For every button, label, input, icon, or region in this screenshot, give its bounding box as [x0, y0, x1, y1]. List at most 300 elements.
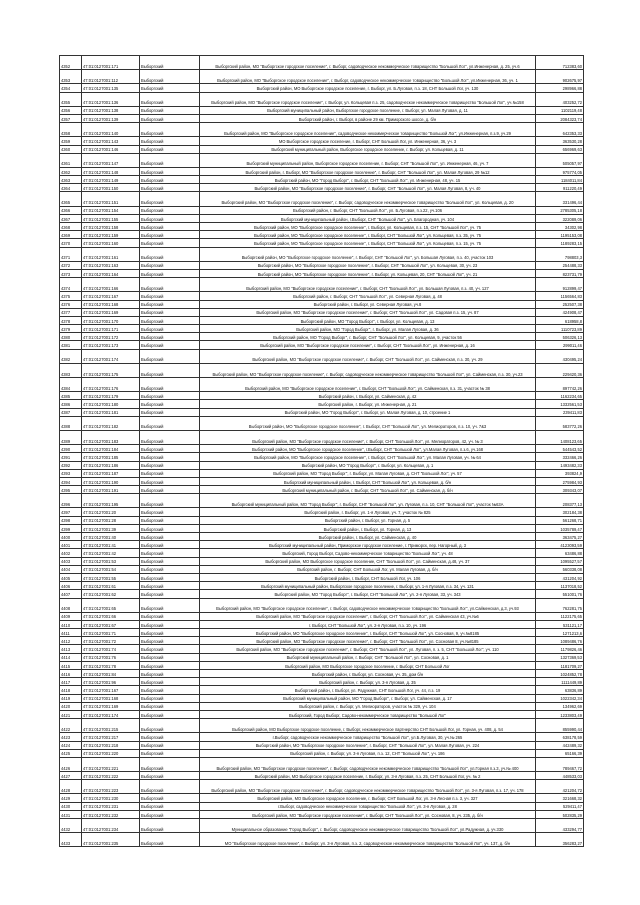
table-row	[60, 486, 584, 494]
cadastral-value-cell: 298966,88	[536, 84, 584, 92]
row-number-cell: 4423	[60, 733, 82, 741]
address-cell: Выборгский район, МО "Город Выборг", г. Выборг, ул. Малая Луговая, д. 36	[200, 325, 536, 333]
table-row	[60, 333, 584, 341]
row-number-cell: 4387	[60, 408, 82, 416]
address-cell: Выборгский район, МО "Выборгское городское поселение", г. Выборг, садоводческое некоммерческое товарищество "Большой Лог", ул. Сайменская, п.з. 30, уч.23	[200, 363, 536, 377]
cadastral-number-cell: 47:01:0127001:160	[82, 239, 140, 247]
address-cell: Выборгский район, г. Выборг, МО "Выборгское городское поселение", г. Выборг, СНТ "Большой Лог", ул. Малая Луговая, 29 №12	[200, 167, 536, 175]
cadastral-value-cell: 1233803,49	[536, 710, 584, 718]
table-row	[60, 416, 584, 430]
row-number-cell: 4401	[60, 541, 82, 549]
cadastral-number-cell: 47:01:0127001:191	[82, 486, 140, 494]
table-row	[60, 582, 584, 590]
address-cell: Выборгский район, МО "Выборгское городское поселение", г. Выборг, СНТ "Большой Лог", ул. Большая Луговая, п.з. 40, участок 103	[200, 247, 536, 261]
row-number-cell: 4368	[60, 223, 82, 231]
row-number-cell: 4384	[60, 378, 82, 392]
cadastral-number-cell: 47:01:0127001:190	[82, 477, 140, 485]
district-cell: Выборгский	[140, 794, 200, 802]
district-cell: Выборгский	[140, 670, 200, 678]
cadastral-value-cell: 2084323,74	[536, 114, 584, 122]
district-cell: Выборгский	[140, 308, 200, 316]
district-cell: Выборгский	[140, 363, 200, 377]
district-cell: Выборгский	[140, 106, 200, 114]
cadastral-number-cell: 47:01:0127001:218	[82, 741, 140, 749]
cadastral-value-cell: 1111449,89	[536, 678, 584, 686]
address-cell: Выборгский район, МО "Выборгское городское поселение", г. Выборг, ул. Кольцевая, 20, СНТ "Большой Лог", уч. 21	[200, 269, 536, 277]
district-cell: Выборгский	[140, 378, 200, 392]
cadastral-value-cell: 134962,69	[536, 702, 584, 710]
table-row	[60, 549, 584, 557]
address-cell: Выборгский район, МО Выборгское городское поселение, г. Выборг, ул. Б.Луговая, п.з. 18, СНТ Большой Лог, уч. 130	[200, 84, 536, 92]
row-number-cell: 4377	[60, 308, 82, 316]
district-cell: Выборгский	[140, 590, 200, 598]
row-number-cell: 4430	[60, 802, 82, 810]
cadastral-number-cell: 47:01:0127001:155	[82, 214, 140, 222]
district-cell: Выборгский	[140, 214, 200, 222]
district-cell: Выборгский	[140, 153, 200, 167]
district-cell: Выборгский	[140, 686, 200, 694]
table-row	[60, 363, 584, 377]
cadastral-value-cell: 1184011,84	[536, 176, 584, 184]
address-cell: Выборгский район, МО "Выборгское городское поселение", г. Выборг, ул. Кольцевая п.з. 25, садоводческое некоммерческое товарищество "Большой Лог", уч.№158	[200, 92, 536, 106]
table-row	[60, 269, 584, 277]
cadastral-number-cell: 47:01:0127001:67	[82, 620, 140, 628]
cadastral-value-cell: 902675,97	[536, 70, 584, 84]
cadastral-number-cell: 47:01:0127001:71	[82, 629, 140, 637]
cadastral-number-cell: 47:01:0127001:138	[82, 106, 140, 114]
district-cell: Выборгский	[140, 461, 200, 469]
table-row	[60, 524, 584, 532]
cadastral-number-cell: 47:01:0127001:135	[82, 84, 140, 92]
district-cell: Выборгский	[140, 719, 200, 733]
table-row	[60, 494, 584, 508]
row-number-cell: 4382	[60, 349, 82, 363]
address-cell: Выборгский район, МО "Город Выборг", г. Выборг, СНТ "Большой Лог", ул. 2-я Луговая, 33, уч. 343	[200, 590, 536, 598]
cadastral-number-cell: 47:01:0127001:140	[82, 123, 140, 137]
address-cell: Выборгский муниципальный район, г. Выборг, СНТ "Большой Лог", ул. Сосновая, д. 1	[200, 653, 536, 661]
row-number-cell: 4352	[60, 56, 82, 70]
district-cell: Выборгский	[140, 316, 200, 324]
district-cell: Выборгский	[140, 645, 200, 653]
cadastral-number-cell: 47:01:0127001:220	[82, 749, 140, 757]
table-row	[60, 445, 584, 453]
district-cell: Выборгский	[140, 694, 200, 702]
cadastral-value-cell: 911220,49	[536, 184, 584, 192]
cadastral-number-cell: 47:01:0127001:39	[82, 524, 140, 532]
table-row	[60, 637, 584, 645]
row-number-cell: 4414	[60, 653, 82, 661]
table-row	[60, 325, 584, 333]
row-number-cell: 4412	[60, 637, 82, 645]
address-cell: Выборгский район, г. Выборг, ул. Горная, д. 5	[200, 516, 536, 524]
cadastral-value-cell: 442489,32	[536, 741, 584, 749]
row-number-cell: 4404	[60, 565, 82, 573]
address-cell: Выборгский район, МО "Выборгское городское поселение", г. Выборг, СНТ "Большой Лог", ул. Инженерная, д. 16	[200, 341, 536, 349]
cadastral-number-cell: 47:01:0127001:175	[82, 363, 140, 377]
district-cell: Выборгский	[140, 702, 200, 710]
district-cell: Выборгский	[140, 206, 200, 214]
cadastral-number-cell: 47:01:0127001:167	[82, 686, 140, 694]
cadastral-number-cell: 47:01:0127001:172	[82, 333, 140, 341]
cadastral-value-cell: 363530,28	[536, 137, 584, 145]
district-cell: Выборгский	[140, 516, 200, 524]
row-number-cell: 4411	[60, 629, 82, 637]
address-cell: МО Выборгское городское поселение, г. Выборг, СНТ Большой Лог, ул. Инженерная, 36, уч. 3	[200, 137, 536, 145]
address-cell: г.Выборг, садоводческое некоммерческое товарищество "Большой Лог", ул. 3-я Луговая, д. 28	[200, 802, 536, 810]
row-number-cell: 4390	[60, 445, 82, 453]
address-cell: Выборгский район, МО "Выборгское городское поселение", г. Выборг, СНТ "Большой Лог", ул. Кольцевая, п.з. 15, уч. 75	[200, 239, 536, 247]
row-number-cell: 4367	[60, 214, 82, 222]
cadastral-value-cell: 421204,72	[536, 780, 584, 794]
row-number-cell: 4413	[60, 645, 82, 653]
cadastral-value-cell: 1408123,65	[536, 430, 584, 444]
cadastral-value-cell: 322089,06	[536, 214, 584, 222]
district-cell: Выборгский	[140, 400, 200, 408]
district-cell: Выборгский	[140, 733, 200, 741]
district-cell: Выборгский	[140, 741, 200, 749]
address-cell: Выборгский район, МО Выборгское городское поселение, СНТ "Большой Лог", ул. Сайменская, д.48, уч. 37	[200, 557, 536, 565]
table-row	[60, 453, 584, 461]
address-cell: Выборгский район, г. Выборг, ул. Сайменская, д. 40	[200, 533, 536, 541]
cadastral-number-cell: 47:01:0127001:53	[82, 557, 140, 565]
row-number-cell: 4359	[60, 137, 82, 145]
cadastral-number-cell: 47:01:0127001:20	[82, 508, 140, 516]
cadastral-number-cell: 47:01:0127001:169	[82, 702, 140, 710]
table-body	[60, 56, 584, 847]
cadastral-value-cell: 229420,36	[536, 363, 584, 377]
table-row	[60, 598, 584, 612]
table-row	[60, 92, 584, 106]
district-cell: Выборгский	[140, 416, 200, 430]
address-cell: Выборгский район, МО "Выборгское городское поселение", г. Выборг, СНТ "Большой Лог", ул. Кольцевая, п.з. 35, уч. 75	[200, 231, 536, 239]
row-number-cell: 4433	[60, 833, 82, 847]
cadastral-number-cell: 47:01:0127001:41	[82, 541, 140, 549]
district-cell: Выборгский	[140, 477, 200, 485]
address-cell: Выборгский муниципальный район, Выборгское городское поселение, г. Выборг, СНТ "Большой Лог", ул. Инженерная, 46, уч. 7	[200, 153, 536, 167]
address-cell: Выборгский район, МО Выборгское городское поселение, г. Выборг, некоммерческое партнерство СНТ Большой Лог, ул. Горная, уч. 408, д. 54	[200, 719, 536, 733]
row-number-cell: 4394	[60, 477, 82, 485]
cadastral-value-cell: 1181709,27	[536, 661, 584, 669]
table-row	[60, 670, 584, 678]
cadastral-number-cell: 47:01:0127001:78	[82, 661, 140, 669]
cadastral-value-cell: 789467,72	[536, 757, 584, 771]
address-cell: Выборгский муниципальный район, Приморское городское поселение, г. Приморск, пер. Нагорный, д. 3	[200, 541, 536, 549]
table-row	[60, 741, 584, 749]
table-row	[60, 678, 584, 686]
row-number-cell: 4365	[60, 192, 82, 206]
row-number-cell: 4419	[60, 694, 82, 702]
row-number-cell: 4424	[60, 741, 82, 749]
address-cell: Выборгский район, МО "Выборгское городское поселение", г. Выборг, СНТ "Большой Лог", ул. Сайменская, п.з. 31, участок № 38	[200, 378, 536, 392]
address-cell: Выборгский район, МО "Город Выборг", г. Выборг, ул. Кольцевая, д. 1	[200, 461, 536, 469]
table-row	[60, 349, 584, 363]
cadastral-number-cell: 47:01:0127001:151	[82, 192, 140, 206]
table-row	[60, 308, 584, 316]
address-cell: Выборгский район, г. Выборг, ул. Горная, д. 13	[200, 524, 536, 532]
district-cell: Выборгский	[140, 810, 200, 818]
cadastral-number-cell: 47:01:0127001:223	[82, 780, 140, 794]
address-cell: Выборгский район, МО "Выборгское городское поселение", г. Выборг, СНТ "Большой Лог", ул. Кольцевая, 30, уч. 23	[200, 261, 536, 269]
cadastral-number-cell: 47:01:0127001:149	[82, 176, 140, 184]
row-number-cell: 4396	[60, 494, 82, 508]
address-cell: Выборгский район, МО "Выборгское городское поселение", г. Выборг, садоводческое некоммерческое товарищество "Большой Лог", ул.Инженерная, д. 25, уч.6	[200, 56, 536, 70]
cadastral-value-cell: 583772,26	[536, 416, 584, 430]
cadastral-value-cell: 544543,52	[536, 445, 584, 453]
cadastral-value-cell: 1024852,78	[536, 670, 584, 678]
district-cell: Выборгский	[140, 261, 200, 269]
district-cell: Выборгский	[140, 349, 200, 363]
table-row	[60, 184, 584, 192]
cadastral-number-cell: 47:01:0127001:74	[82, 645, 140, 653]
district-cell: Выборгский	[140, 780, 200, 794]
district-cell: Выборгский	[140, 629, 200, 637]
district-cell: Выборгский	[140, 749, 200, 757]
row-number-cell: 4392	[60, 461, 82, 469]
cadastral-number-cell: 47:01:0127001:215	[82, 719, 140, 733]
table-row	[60, 780, 584, 794]
address-cell: Выборгский муниципальный район, г.Выборг, СНТ "Большой Лог", ул. Благородная, уч. 104	[200, 214, 536, 222]
row-number-cell: 4402	[60, 549, 82, 557]
cadastral-number-cell: 47:01:0127001:179	[82, 392, 140, 400]
table-row	[60, 292, 584, 300]
cadastral-value-cell: 34302,98	[536, 223, 584, 231]
table-row	[60, 461, 584, 469]
cadastral-number-cell: 47:01:0127001:176	[82, 378, 140, 392]
table-row	[60, 206, 584, 214]
cadastral-number-cell: 47:01:0127001:186	[82, 461, 140, 469]
table-row	[60, 477, 584, 485]
address-cell: Выборгский район, МО "Выборгское городское поселение", садоводческое некоммерческое товарищество "Большой Лог", ул.Инженерная, п.з.9, уч.29	[200, 123, 536, 137]
row-number-cell: 4406	[60, 582, 82, 590]
address-cell: Выборгский район, МО "Выборгское городское поселение", г. Выборг, СНТ "Большой Лог", ул. Большая Луговая, п.з. 40, уч. 127	[200, 278, 536, 292]
table-row	[60, 508, 584, 516]
cadastral-number-cell: 47:01:0127001:143	[82, 137, 140, 145]
district-cell: Выборгский	[140, 469, 200, 477]
address-cell: Выборгский район, МО Выборгское городское поселение, г. Выборг, ул. 3-я Луговая, п.з. 25, СНТ Большой Лог, уч. № 2	[200, 772, 536, 780]
row-number-cell: 4399	[60, 524, 82, 532]
address-cell: Выборгский район, МО "Выборгское городское поселение", г. Выборг, садоводческое некоммерческое товарищество "Большой Лог", ул. 3-я Луговая, п.з. 17, уч. 178	[200, 780, 536, 794]
cadastral-number-cell: 47:01:0127001:112	[82, 70, 140, 84]
address-cell: Выборгский район, г. Выборг, ул. Сосновая, уч. 35, дом б/н	[200, 670, 536, 678]
address-cell: Выборгский район, г. Выборг, ул. 3-я Луговая, д. 35	[200, 678, 536, 686]
address-cell: Выборгский район, МО "Выборгское городское поселение", г. Выборг, СНТ "Большой Лог", ул. Сайменская, п.з. 30, уч. 29	[200, 349, 536, 363]
cadastral-value-cell: 897742,26	[536, 378, 584, 392]
district-cell: Выборгский	[140, 772, 200, 780]
address-cell: Муниципальное образование "Город Выборг", г. Выборг, садоводческое некоммерческое товарищество "Большой Лог", ул.Радужная, д. уч.330	[200, 819, 536, 833]
cadastral-number-cell: 47:01:0127001:65	[82, 598, 140, 612]
row-number-cell: 4375	[60, 292, 82, 300]
table-row	[60, 565, 584, 573]
district-cell: Выборгский	[140, 661, 200, 669]
cadastral-number-cell: 47:01:0127001:168	[82, 694, 140, 702]
cadastral-number-cell: 47:01:0127001:231	[82, 802, 140, 810]
cadastral-value-cell: 448533,03	[536, 772, 584, 780]
row-number-cell: 4397	[60, 508, 82, 516]
district-cell: Выборгский	[140, 325, 200, 333]
cadastral-number-cell: 47:01:0127001:147	[82, 153, 140, 167]
cadastral-number-cell: 47:01:0127001:146	[82, 145, 140, 153]
row-number-cell: 4373	[60, 269, 82, 277]
cadastral-number-cell: 47:01:0127001:163	[82, 261, 140, 269]
cadastral-number-cell: 47:01:0127001:154	[82, 206, 140, 214]
cadastral-number-cell: 47:01:0127001:185	[82, 453, 140, 461]
address-cell: Выборгский район, МО "Выборгское городское поселение", г.Выборг, СНТ "Большой Лог", ул.Малая Луговая, п.з.6, уч.168	[200, 445, 536, 453]
row-number-cell: 4431	[60, 810, 82, 818]
address-cell: Выборгский район, МО "Выборгское городское поселение", г. Выборг, СНТ "Большой Лог", ул. Малая Луговая, уч. 224	[200, 741, 536, 749]
district-cell: Выборгский	[140, 549, 200, 557]
address-cell: Выборгский район, МО "Выборгское городское поселение", г. Выборг, ул. Кольцевая, п.з. 15, СНТ "Большой Лог", уч. 75	[200, 223, 536, 231]
cadastral-value-cell: 823731,79	[536, 269, 584, 277]
table-row	[60, 167, 584, 175]
address-cell: Выборгский, Город Выборг, Садово-некоммерческое товарищество "Большой Лог", уч. 48	[200, 549, 536, 557]
cadastral-number-cell: 47:01:0127001:221	[82, 757, 140, 771]
cadastral-value-cell: 299011,46	[536, 341, 584, 349]
cadastral-value-cell: 63836,89	[536, 686, 584, 694]
district-cell: Выборгский	[140, 392, 200, 400]
row-number-cell: 4432	[60, 819, 82, 833]
cadastral-value-cell: 560338,08	[536, 565, 584, 573]
cadastral-number-cell: 47:01:0127001:72	[82, 637, 140, 645]
cadastral-value-cell: 1110723,89	[536, 325, 584, 333]
cadastral-value-cell: 1035789,47	[536, 524, 584, 532]
row-number-cell: 4360	[60, 145, 82, 153]
district-cell: Выборгский	[140, 300, 200, 308]
address-cell: Выборгский район, МО "Выборгское городское поселение", г. Выборг, СНТ "Большой Лог", ул. Малая Луговая, 8, уч. 40	[200, 184, 536, 192]
cadastral-value-cell: 433294,77	[536, 819, 584, 833]
cadastral-value-cell: 1162234,65	[536, 392, 584, 400]
row-number-cell: 4361	[60, 153, 82, 167]
district-cell: Выборгский	[140, 92, 200, 106]
cadastral-value-cell: 1332561,53	[536, 400, 584, 408]
cadastral-number-cell: 47:01:0127001:167	[82, 292, 140, 300]
district-cell: Выборгский	[140, 408, 200, 416]
table-row	[60, 702, 584, 710]
cadastral-number-cell: 47:01:0127001:187	[82, 469, 140, 477]
address-cell: Выборгский район, МО "Выборгское городское поселение", г. Выборг, СНТ "Большой Лог", ул. Садовая п.з. 15, уч. 87	[200, 308, 536, 316]
address-cell: Выборгский, Город Выборг, Садово-некоммерческое товарищество "Большой Лог"	[200, 710, 536, 718]
table-row	[60, 56, 584, 70]
cadastral-value-cell: 1189283,15	[536, 239, 584, 247]
address-cell: Выборгский район, г. Выборг, СНТ Большой Лог, уч. 106	[200, 573, 536, 581]
row-number-cell: 4405	[60, 573, 82, 581]
cadastral-value-cell: 531121,17	[536, 620, 584, 628]
address-cell: Выборгский район, МО Выборгское городское поселение, г. Выборг, СНТ Большой Лог, ул. 3-я Лесная п.з. 3, уч. 327	[200, 794, 536, 802]
table-row	[60, 223, 584, 231]
table-row	[60, 686, 584, 694]
district-cell: Выборгский	[140, 445, 200, 453]
address-cell: Выборгский муниципальный район, МО "Город Выборг", г. Выборг, ул. Сайменская, д. 17	[200, 694, 536, 702]
table-row	[60, 710, 584, 718]
address-cell: Выборгский район, МО "Город Выборг", г. Выборг, ул. Малая Луговая, д. 10, строение 1	[200, 408, 536, 416]
table-row	[60, 430, 584, 444]
table-row	[60, 516, 584, 524]
cadastral-value-cell: 1179826,46	[536, 645, 584, 653]
address-cell: Выборгский район, г. Выборг, ул. Северная Луговая, уч.8	[200, 300, 536, 308]
cadastral-number-cell: 47:01:0127001:66	[82, 612, 140, 620]
cadastral-number-cell: 47:01:0127001:169	[82, 308, 140, 316]
cadastral-value-cell: 1195153,08	[536, 231, 584, 239]
cadastral-value-cell: 331496,44	[536, 192, 584, 206]
table-row	[60, 733, 584, 741]
cadastral-number-cell: 47:01:0127001:195	[82, 494, 140, 508]
row-number-cell: 4389	[60, 430, 82, 444]
table-row	[60, 400, 584, 408]
row-number-cell: 4429	[60, 794, 82, 802]
cadastral-value-cell: 762281,75	[536, 598, 584, 612]
row-number-cell: 4376	[60, 300, 82, 308]
address-cell: Выборгский район, г. Выборг, ул. Мелиораторов, участок № 329, уч. 104	[200, 702, 536, 710]
row-number-cell: 4371	[60, 247, 82, 261]
district-cell: Выборгский	[140, 176, 200, 184]
district-cell: Выборгский	[140, 114, 200, 122]
district-cell: Выборгский	[140, 239, 200, 247]
district-cell: Выборгский	[140, 70, 200, 84]
row-number-cell: 4395	[60, 486, 82, 494]
cadastral-number-cell: 47:01:0127001:136	[82, 92, 140, 106]
row-number-cell: 4422	[60, 719, 82, 733]
row-number-cell: 4426	[60, 757, 82, 771]
table-row	[60, 819, 584, 833]
cadastral-number-cell: 47:01:0127001:164	[82, 269, 140, 277]
cadastral-number-cell: 47:01:0127001:230	[82, 794, 140, 802]
row-number-cell: 4355	[60, 92, 82, 106]
cadastral-number-cell: 47:01:0127001:217	[82, 733, 140, 741]
district-cell: Выборгский	[140, 341, 200, 349]
cadastral-number-cell: 47:01:0127001:171	[82, 325, 140, 333]
cadastral-number-cell: 47:01:0127001:168	[82, 300, 140, 308]
address-cell: Выборгский район, МО "Выборгское городское поселение", г. Выборг, СНТ "Большой Лог", ул. Сайменская 43, уч.№6	[200, 612, 536, 620]
row-number-cell: 4420	[60, 702, 82, 710]
district-cell: Выборгский	[140, 184, 200, 192]
address-cell: Выборгский район, г. Выборг, СНТ Большой Лог, ул. Малая Луговая, д. б/н	[200, 565, 536, 573]
table-row	[60, 469, 584, 477]
row-number-cell: 4381	[60, 341, 82, 349]
table-row	[60, 300, 584, 308]
cadastral-value-cell: 65166,39	[536, 749, 584, 757]
row-number-cell: 4398	[60, 516, 82, 524]
district-cell: Выборгский	[140, 192, 200, 206]
row-number-cell: 4391	[60, 453, 82, 461]
cadastral-value-cell: 431204,92	[536, 573, 584, 581]
table-row	[60, 378, 584, 392]
table-row	[60, 810, 584, 818]
cadastral-value-cell: 1327369,53	[536, 653, 584, 661]
district-cell: Выборгский	[140, 678, 200, 686]
row-number-cell: 4410	[60, 620, 82, 628]
cadastral-number-cell: 47:01:0127001:174	[82, 349, 140, 363]
table-row	[60, 106, 584, 114]
table-row	[60, 661, 584, 669]
address-cell: Выборгский район, МО "Выборгское городское поселение", г. Выборг, СНТ "Большой Лог", ул. Сосновая 8, уч.№8185	[200, 637, 536, 645]
cadastral-number-cell: 47:01:0127001:170	[82, 316, 140, 324]
row-number-cell: 4356	[60, 106, 82, 114]
cadastral-value-cell: 321668,32	[536, 794, 584, 802]
table-row	[60, 176, 584, 184]
row-number-cell: 4393	[60, 469, 82, 477]
row-number-cell: 4353	[60, 70, 82, 84]
cadastral-number-cell: 47:01:0127001:148	[82, 167, 140, 175]
table-row	[60, 316, 584, 324]
cadastral-number-cell: 47:01:0127001:28	[82, 516, 140, 524]
cadastral-value-cell: 1022342,34	[536, 694, 584, 702]
cadastral-value-cell: 363475,27	[536, 533, 584, 541]
table-row	[60, 541, 584, 549]
cadastral-number-cell: 47:01:0127001:76	[82, 653, 140, 661]
cadastral-number-cell: 47:01:0127001:150	[82, 184, 140, 192]
cadastral-number-cell: 47:01:0127001:235	[82, 833, 140, 847]
cadastral-value-cell: 430495,24	[536, 349, 584, 363]
district-cell: Выборгский	[140, 565, 200, 573]
